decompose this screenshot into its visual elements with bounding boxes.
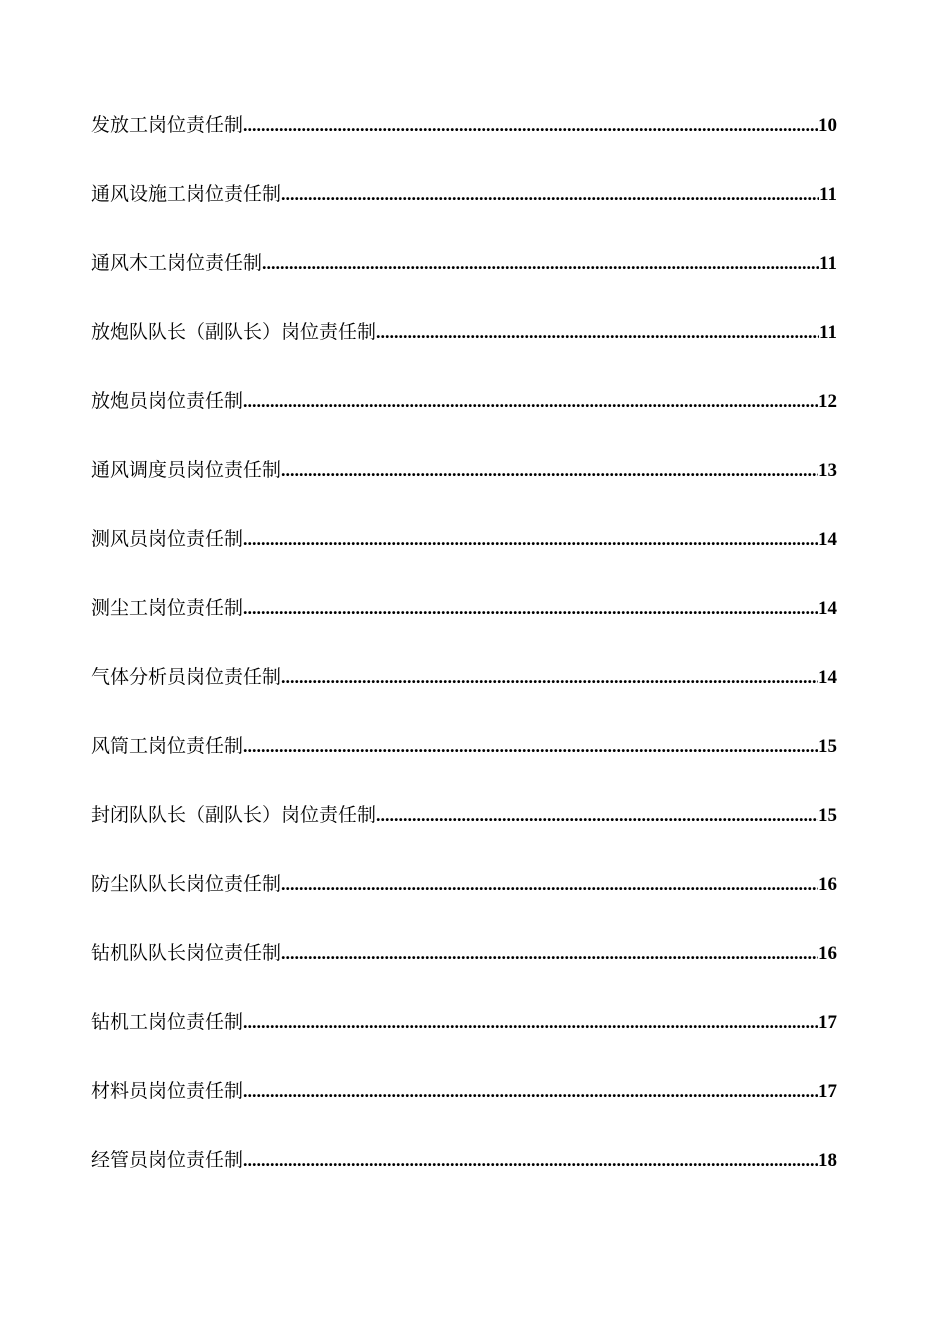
toc-entry[interactable] (91, 589, 837, 658)
toc-dot-leader (281, 865, 818, 903)
toc-entry[interactable] (91, 106, 837, 175)
toc-entry[interactable] (91, 934, 837, 1003)
toc-entry-title: 防尘队队长岗位责任制 (91, 873, 282, 895)
toc-dot-leader (262, 244, 819, 282)
toc-entry-title: 测风员岗位责任制 (91, 528, 244, 550)
toc-entry[interactable] (91, 865, 837, 934)
toc-entry-page: 16 (818, 874, 837, 895)
toc-dot-leader (243, 1141, 818, 1179)
toc-entry[interactable] (91, 313, 837, 382)
toc-entry-title: 风筒工岗位责任制 (91, 735, 244, 757)
toc-dot-leader (243, 520, 818, 558)
toc-dot-leader (281, 934, 818, 972)
toc-dot-leader (243, 1072, 818, 1110)
toc-entry[interactable] (91, 451, 837, 520)
toc-entry-page: 13 (818, 460, 837, 481)
toc-dot-leader (281, 658, 818, 696)
toc-dot-leader (281, 175, 819, 213)
toc-entry-page: 18 (818, 1150, 837, 1171)
toc-entry[interactable] (91, 727, 837, 796)
toc-entry-title: 钻机队队长岗位责任制 (91, 942, 282, 964)
toc-entry-title: 钻机工岗位责任制 (91, 1011, 244, 1033)
toc-entry-title: 通风设施工岗位责任制 (91, 183, 282, 205)
toc-dot-leader (376, 796, 818, 834)
toc-entry-page: 14 (818, 529, 837, 550)
toc-entry-page: 11 (819, 253, 837, 274)
toc-entry[interactable] (91, 382, 837, 451)
toc-entry[interactable] (91, 175, 837, 244)
toc-entry-page: 17 (818, 1081, 837, 1102)
toc-entry[interactable] (91, 1141, 837, 1210)
toc-entry[interactable] (91, 658, 837, 727)
toc-entry-title: 通风木工岗位责任制 (91, 252, 263, 274)
toc-entry-title: 通风调度员岗位责任制 (91, 459, 282, 481)
toc-entry-title: 封闭队队长（副队长）岗位责任制 (91, 804, 377, 826)
toc-entry-page: 10 (818, 115, 837, 136)
table-of-contents (91, 106, 837, 1210)
toc-entry[interactable] (91, 796, 837, 865)
toc-entry-title: 放炮员岗位责任制 (91, 390, 244, 412)
toc-dot-leader (281, 451, 818, 489)
toc-entry[interactable] (91, 520, 837, 589)
toc-entry-page: 15 (818, 736, 837, 757)
toc-entry-page: 11 (819, 322, 837, 343)
toc-entry-page: 11 (819, 184, 837, 205)
toc-entry[interactable] (91, 1003, 837, 1072)
toc-entry-page: 12 (818, 391, 837, 412)
toc-entry[interactable] (91, 244, 837, 313)
toc-entry-page: 17 (818, 1012, 837, 1033)
toc-dot-leader (243, 106, 818, 144)
toc-entry-page: 16 (818, 943, 837, 964)
toc-dot-leader (243, 1003, 818, 1041)
toc-entry-title: 测尘工岗位责任制 (91, 597, 244, 619)
toc-entry-page: 14 (818, 667, 837, 688)
toc-dot-leader (376, 313, 819, 351)
toc-dot-leader (243, 382, 818, 420)
toc-dot-leader (243, 727, 818, 765)
toc-entry-title: 材料员岗位责任制 (91, 1080, 244, 1102)
toc-entry-page: 14 (818, 598, 837, 619)
toc-entry-title: 气体分析员岗位责任制 (91, 666, 282, 688)
toc-entry-page: 15 (818, 805, 837, 826)
toc-entry-title: 经管员岗位责任制 (91, 1149, 244, 1171)
toc-entry-title: 放炮队队长（副队长）岗位责任制 (91, 321, 377, 343)
toc-dot-leader (243, 589, 818, 627)
toc-entry-title: 发放工岗位责任制 (91, 114, 244, 136)
toc-entry[interactable] (91, 1072, 837, 1141)
